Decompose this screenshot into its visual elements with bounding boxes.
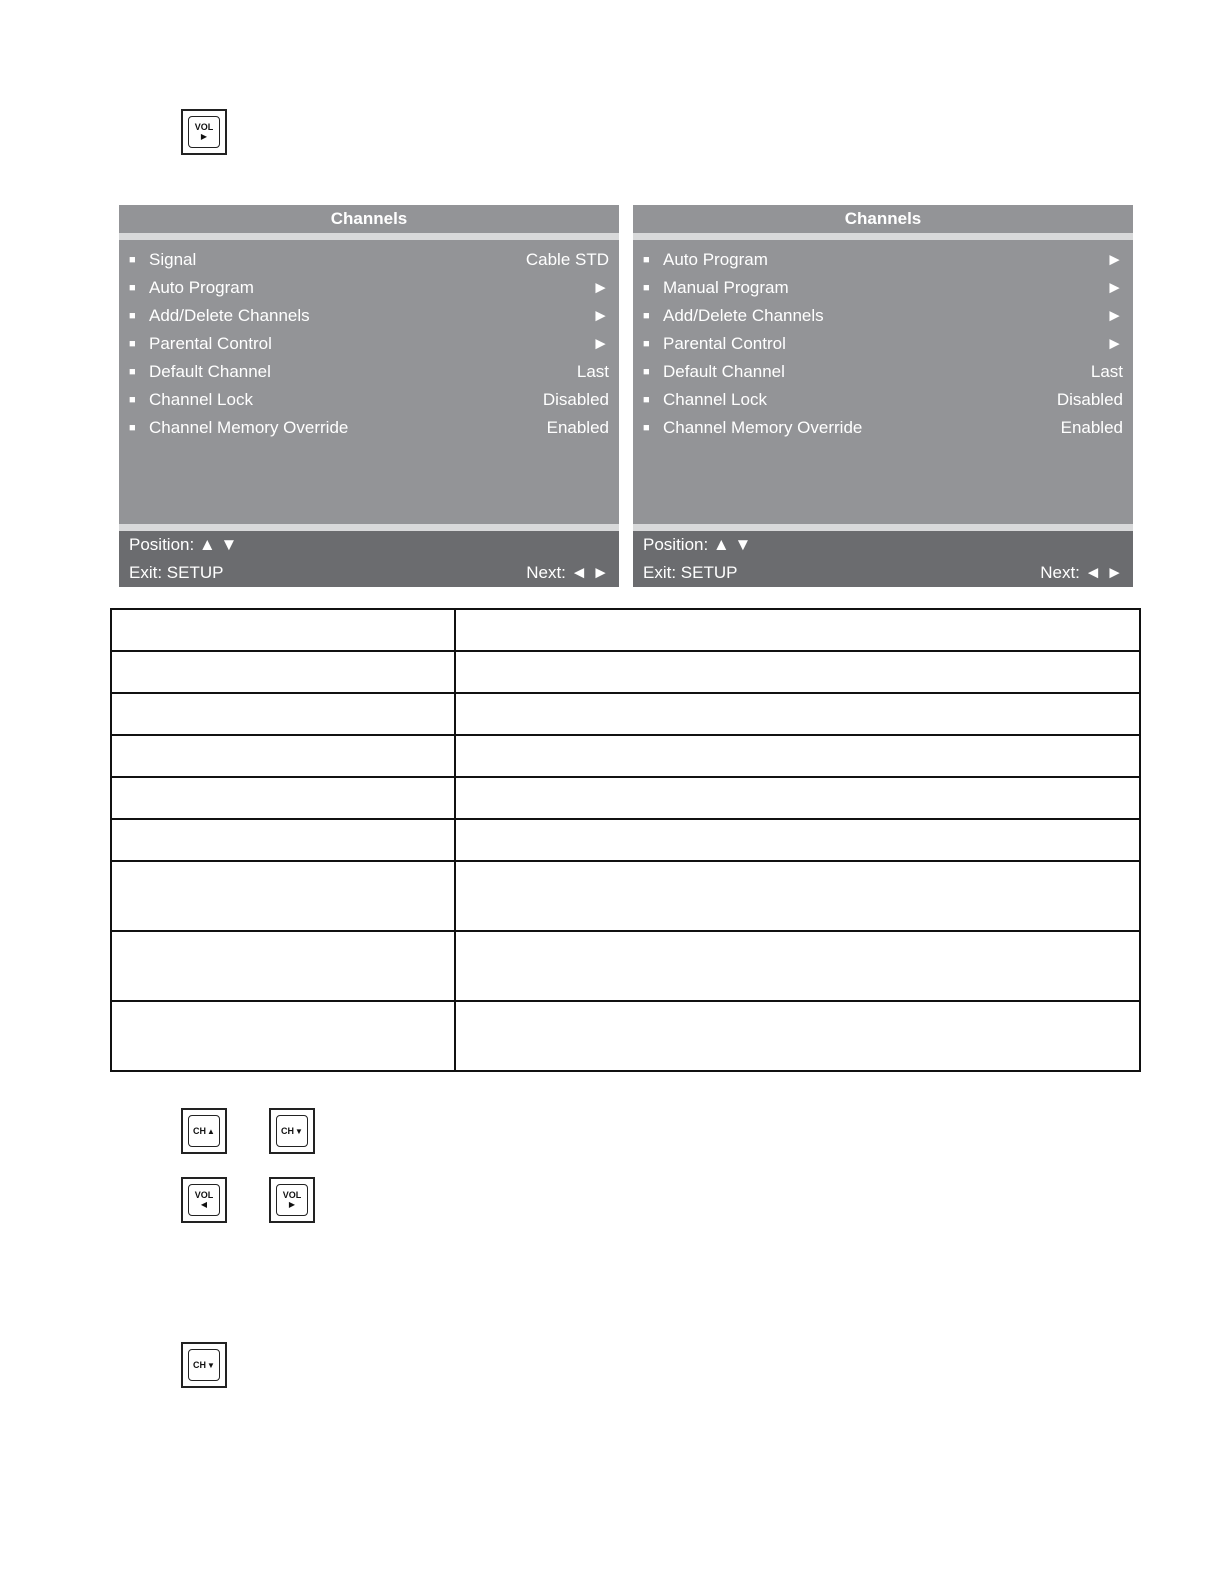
- menu-item-value: Enabled: [546, 418, 609, 437]
- next-hint: Next: ◄ ►: [526, 563, 609, 582]
- table-cell: [111, 651, 455, 693]
- menu-item-value: Last: [1090, 362, 1123, 381]
- table-cell: [111, 693, 455, 735]
- ch-down-button[interactable]: [181, 1342, 227, 1388]
- menu-item-channel-memory-override[interactable]: [129, 414, 609, 442]
- bullet-icon: ■: [129, 282, 136, 294]
- right-arrow-icon: ▶: [288, 1200, 296, 1209]
- menu-item-label: Channel Memory Override: [149, 418, 349, 437]
- menu-item-manual-program[interactable]: [643, 274, 1123, 302]
- table-row: [111, 777, 1140, 819]
- vol-right-button[interactable]: [181, 109, 227, 155]
- button-label: VOL: [194, 1190, 214, 1200]
- menu-item-value: Cable STD: [525, 250, 609, 269]
- menu-item-label: Channel Lock: [663, 390, 767, 409]
- bullet-icon: ■: [129, 254, 136, 266]
- up-arrow-icon: ▲: [207, 1126, 215, 1136]
- settings-table: [110, 608, 1141, 1072]
- menu-item-value: ►: [1106, 334, 1123, 353]
- bullet-icon: ■: [129, 422, 136, 434]
- table-cell: [455, 651, 1140, 693]
- menu-item-value: ►: [1106, 278, 1123, 297]
- ch-up-button[interactable]: [181, 1108, 227, 1154]
- table-cell: [111, 609, 455, 651]
- button-label: VOL: [282, 1190, 302, 1200]
- button-label: CH: [281, 1125, 295, 1136]
- bullet-icon: ■: [643, 394, 650, 406]
- left-arrow-icon: ◀: [200, 1200, 208, 1209]
- table-cell: [455, 931, 1140, 1001]
- button-face: [188, 1115, 220, 1147]
- menu-title: Channels: [119, 205, 619, 240]
- menu-item-channel-memory-override[interactable]: [643, 414, 1123, 442]
- table-cell: [455, 861, 1140, 931]
- menu-item-default-channel[interactable]: [129, 358, 609, 386]
- menu-item-add-delete-channels[interactable]: [643, 302, 1123, 330]
- menu-item-label: Default Channel: [149, 362, 271, 381]
- menu-item-label: Auto Program: [149, 278, 254, 297]
- table-cell: [111, 931, 455, 1001]
- menu-item-label: Default Channel: [663, 362, 785, 381]
- exit-hint: Exit: SETUP: [643, 563, 738, 582]
- menu-item-signal[interactable]: [129, 246, 609, 274]
- menu-item-parental-control[interactable]: [129, 330, 609, 358]
- menu-footer: [119, 524, 619, 587]
- menu-item-channel-lock[interactable]: [129, 386, 609, 414]
- position-hint: Position: ▲ ▼: [643, 535, 752, 554]
- menu-item-value: Disabled: [1056, 390, 1123, 409]
- table-row: [111, 609, 1140, 651]
- bullet-icon: ■: [129, 394, 136, 406]
- table-cell: [455, 693, 1140, 735]
- bullet-icon: ■: [643, 366, 650, 378]
- menu-item-channel-lock[interactable]: [643, 386, 1123, 414]
- bullet-icon: ■: [129, 366, 136, 378]
- channels-menu-right: [633, 205, 1133, 587]
- bullet-icon: ■: [129, 338, 136, 350]
- button-face: [276, 1184, 308, 1216]
- table-cell: [111, 819, 455, 861]
- button-label: CH: [193, 1125, 207, 1136]
- exit-hint: Exit: SETUP: [129, 563, 224, 582]
- menu-item-label: Add/Delete Channels: [149, 306, 310, 325]
- right-arrow-icon: ▶: [200, 132, 208, 141]
- menu-item-label: Channel Lock: [149, 390, 253, 409]
- table-cell: [455, 609, 1140, 651]
- table-row: [111, 819, 1140, 861]
- ch-down-button[interactable]: [269, 1108, 315, 1154]
- down-arrow-icon: ▼: [295, 1126, 303, 1136]
- menu-item-label: Channel Memory Override: [663, 418, 863, 437]
- menu-item-value: ►: [592, 306, 609, 325]
- button-content: [193, 1127, 215, 1136]
- vol-right-button[interactable]: [269, 1177, 315, 1223]
- table-cell: [455, 735, 1140, 777]
- table-cell: [455, 1001, 1140, 1071]
- table-cell: [111, 1001, 455, 1071]
- position-hint: Position: ▲ ▼: [129, 535, 238, 554]
- table-row: [111, 931, 1140, 1001]
- menu-item-value: Last: [576, 362, 609, 381]
- menu-items: [633, 240, 1133, 514]
- table-cell: [455, 819, 1140, 861]
- menu-item-value: Enabled: [1060, 418, 1123, 437]
- bullet-icon: ■: [643, 422, 650, 434]
- menu-item-add-delete-channels[interactable]: [129, 302, 609, 330]
- button-face: [188, 1349, 220, 1381]
- button-label: VOL: [194, 122, 214, 132]
- table-row: [111, 861, 1140, 931]
- menu-item-label: Auto Program: [663, 250, 768, 269]
- menu-item-label: Add/Delete Channels: [663, 306, 824, 325]
- bullet-icon: ■: [643, 338, 650, 350]
- menu-item-value: ►: [1106, 250, 1123, 269]
- next-hint: Next: ◄ ►: [1040, 563, 1123, 582]
- button-content: [193, 1361, 215, 1370]
- table-cell: [111, 777, 455, 819]
- table-cell: [111, 861, 455, 931]
- menu-item-label: Parental Control: [663, 334, 786, 353]
- menu-item-label: Parental Control: [149, 334, 272, 353]
- table-row: [111, 651, 1140, 693]
- button-face: [188, 116, 220, 148]
- bullet-icon: ■: [643, 310, 650, 322]
- bullet-icon: ■: [643, 254, 650, 266]
- table-cell: [455, 777, 1140, 819]
- menu-item-label: Signal: [149, 250, 197, 269]
- menu-item-parental-control[interactable]: [643, 330, 1123, 358]
- table-row: [111, 735, 1140, 777]
- menu-title: Channels: [633, 205, 1133, 240]
- button-face: [188, 1184, 220, 1216]
- bullet-icon: ■: [643, 282, 650, 294]
- bullet-icon: ■: [129, 310, 136, 322]
- table-row: [111, 1001, 1140, 1071]
- menu-item-label: Manual Program: [663, 278, 789, 297]
- vol-left-button[interactable]: [181, 1177, 227, 1223]
- menu-item-default-channel[interactable]: [643, 358, 1123, 386]
- menu-item-value: ►: [592, 278, 609, 297]
- menu-footer: [633, 524, 1133, 587]
- table-row: [111, 693, 1140, 735]
- table-cell: [111, 735, 455, 777]
- down-arrow-icon: ▼: [207, 1360, 215, 1370]
- menu-item-value: ►: [1106, 306, 1123, 325]
- menu-item-auto-program[interactable]: [643, 246, 1123, 274]
- menu-item-auto-program[interactable]: [129, 274, 609, 302]
- button-face: [276, 1115, 308, 1147]
- menu-item-value: Disabled: [542, 390, 609, 409]
- menu-item-value: ►: [592, 334, 609, 353]
- channels-menu-left: [119, 205, 619, 587]
- menu-items: [119, 240, 619, 514]
- button-label: CH: [193, 1359, 207, 1370]
- button-content: [281, 1127, 303, 1136]
